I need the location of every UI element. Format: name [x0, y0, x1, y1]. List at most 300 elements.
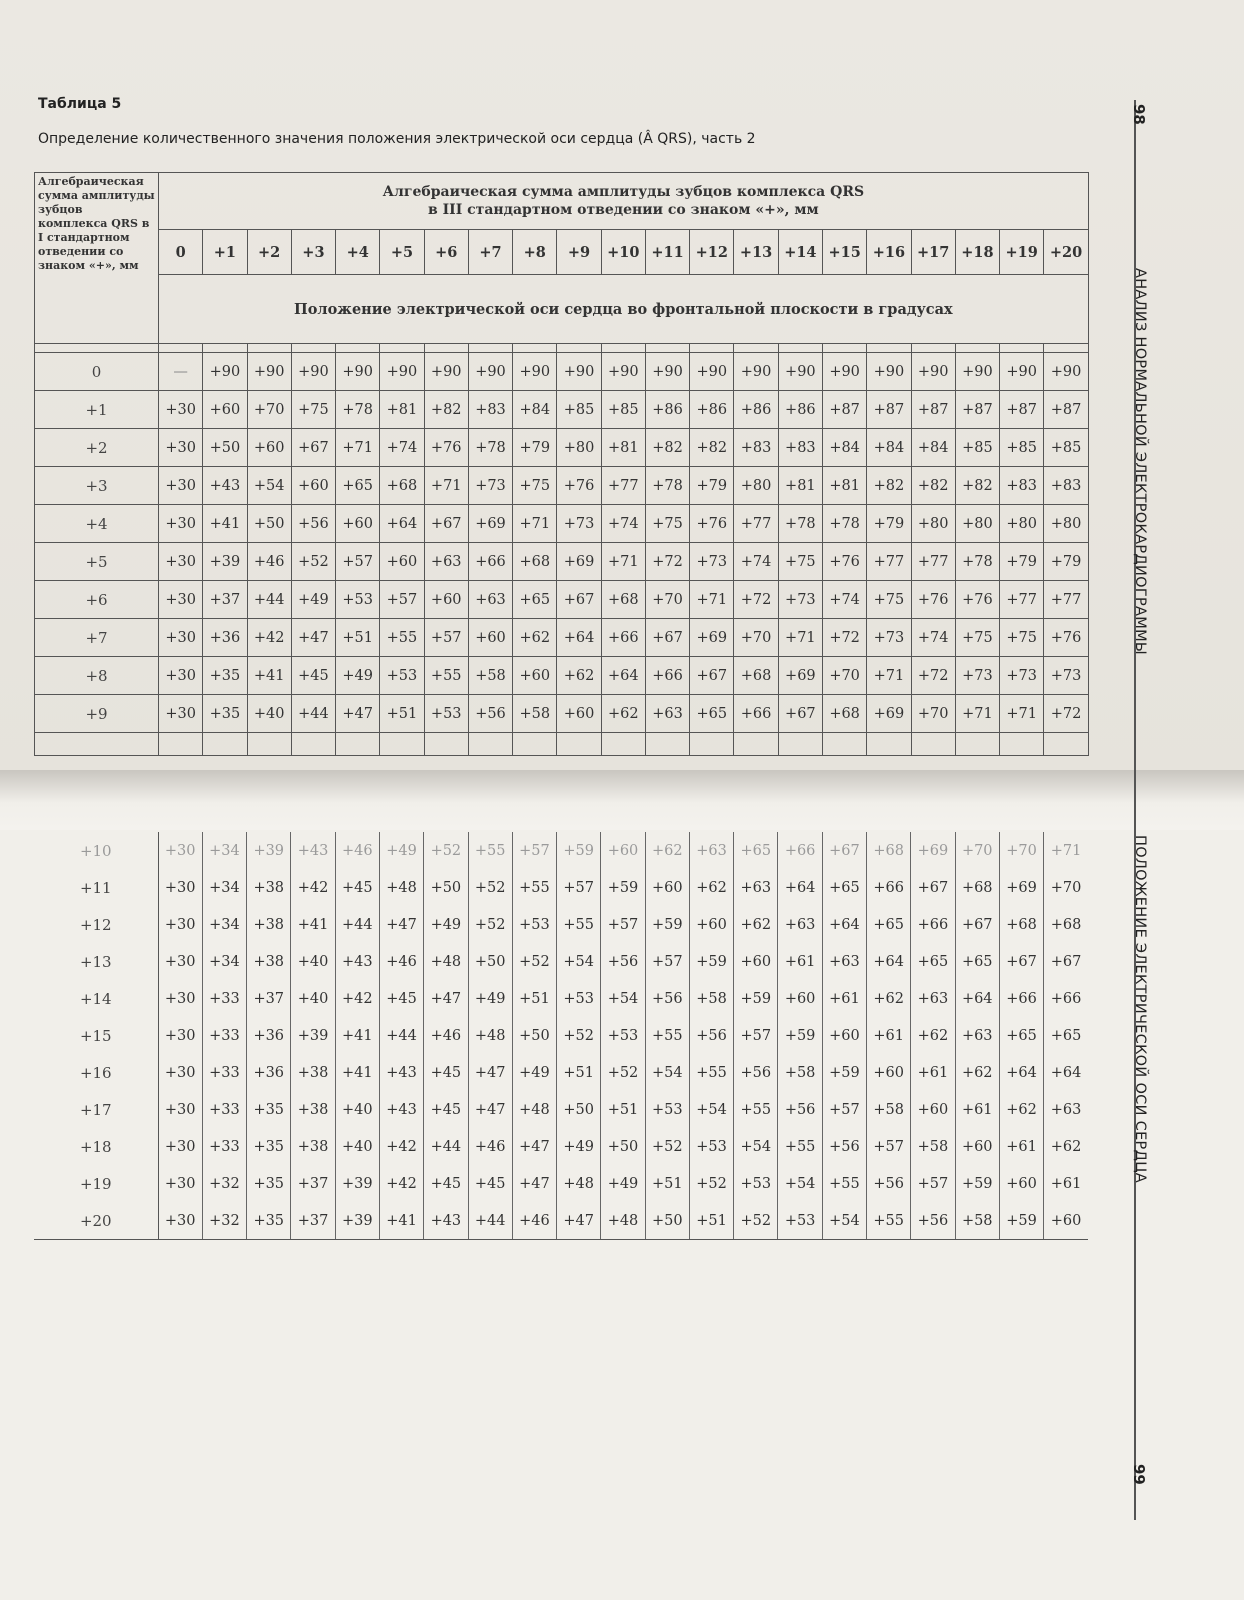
table-cell: +54: [601, 980, 645, 1017]
table-cell: +82: [424, 391, 468, 429]
table-cell: +57: [911, 1165, 955, 1202]
table-cell: +83: [1044, 467, 1088, 505]
table-cell: +36: [247, 1054, 291, 1091]
table-cell: +68: [601, 581, 645, 619]
table-cell: +68: [822, 695, 866, 733]
table-cell: +90: [247, 353, 291, 391]
table-cell: +73: [468, 467, 512, 505]
table-cell: +90: [690, 353, 734, 391]
tail-cell: [247, 733, 291, 756]
table-cell: +54: [689, 1091, 733, 1128]
table-cell: +66: [911, 906, 955, 943]
table-cell: +44: [468, 1202, 512, 1240]
table-cell: +64: [867, 943, 911, 980]
spacer-cell: [336, 344, 380, 353]
table-cell: +65: [867, 906, 911, 943]
table-cell: +44: [424, 1128, 468, 1165]
table-cell: +90: [336, 353, 380, 391]
tail-row: [35, 733, 1089, 756]
table-row: [35, 695, 1089, 733]
table-cell: +74: [911, 619, 955, 657]
tail-cell: [424, 733, 468, 756]
spacer-cell: [911, 344, 955, 353]
table-cell: +75: [778, 543, 822, 581]
tail-cell: [35, 733, 159, 756]
table-cell: +30: [158, 1017, 202, 1054]
table-cell: +77: [1044, 581, 1088, 619]
table-cell: +52: [734, 1202, 778, 1240]
table-cell: +68: [867, 832, 911, 869]
table-caption-title: Таблица 5: [38, 96, 122, 112]
spacer-cell: [247, 344, 291, 353]
tail-cell: [645, 733, 689, 756]
table-row: [35, 505, 1089, 543]
table-cell: +87: [911, 391, 955, 429]
table-cell: +47: [557, 1202, 601, 1240]
table-cell: +90: [380, 353, 424, 391]
table-cell: +62: [689, 869, 733, 906]
table-cell: +86: [690, 391, 734, 429]
table-row: [35, 581, 1089, 619]
spacer-cell: [734, 344, 778, 353]
column-value-header: +1: [203, 230, 247, 275]
table-cell: +56: [601, 943, 645, 980]
table-cell: +58: [689, 980, 733, 1017]
tail-cell: [1044, 733, 1088, 756]
table-cell: +51: [645, 1165, 689, 1202]
tail-cell: [203, 733, 247, 756]
table-cell: +67: [645, 619, 689, 657]
tail-cell: [734, 733, 778, 756]
table-cell: +68: [513, 543, 557, 581]
column-value-header: +10: [601, 230, 645, 275]
table-cell: +73: [955, 657, 999, 695]
table-cell: +59: [601, 869, 645, 906]
table-row: [35, 619, 1089, 657]
table-cell: +51: [601, 1091, 645, 1128]
table-cell: +49: [601, 1165, 645, 1202]
table-cell: +41: [335, 1017, 379, 1054]
spacer-cell: [778, 344, 822, 353]
table-cell: +65: [690, 695, 734, 733]
table-cell: +76: [557, 467, 601, 505]
table-cell: +76: [955, 581, 999, 619]
table-cell: +49: [379, 832, 423, 869]
table-cell: +30: [159, 505, 203, 543]
table-cell: +77: [867, 543, 911, 581]
table-cell: +61: [911, 1054, 955, 1091]
table-cell: +80: [557, 429, 601, 467]
column-group-header-line1: Алгебраическая сумма амплитуды зубцов комплекса QRS: [382, 184, 865, 200]
table-cell: +75: [291, 391, 335, 429]
table-cell: +48: [512, 1091, 556, 1128]
table-cell: +64: [955, 980, 999, 1017]
table-cell: +57: [822, 1091, 866, 1128]
table-cell: +78: [336, 391, 380, 429]
table-cell: +38: [291, 1054, 335, 1091]
table-cell: +70: [822, 657, 866, 695]
table-cell: +78: [778, 505, 822, 543]
table-cell: +70: [247, 391, 291, 429]
table-cell: +57: [380, 581, 424, 619]
table-cell: +60: [203, 391, 247, 429]
table-cell: +35: [247, 1165, 291, 1202]
table-cell: +84: [867, 429, 911, 467]
table-cell: +49: [557, 1128, 601, 1165]
table-cell: +55: [424, 657, 468, 695]
tail-cell: [557, 733, 601, 756]
row-label: 0: [35, 353, 159, 391]
table-cell: +68: [1044, 906, 1088, 943]
column-value-header: +7: [468, 230, 512, 275]
column-value-header: +19: [1000, 230, 1044, 275]
column-value-header: +6: [424, 230, 468, 275]
spacer-cell: [35, 344, 159, 353]
column-value-header: +4: [336, 230, 380, 275]
table-cell: +83: [778, 429, 822, 467]
table-cell: +38: [291, 1128, 335, 1165]
table-cell: +49: [424, 906, 468, 943]
table-cell: +52: [557, 1017, 601, 1054]
table-cell: +30: [158, 1202, 202, 1240]
column-value-header: 0: [159, 230, 203, 275]
table-cell: +59: [778, 1017, 822, 1054]
table-cell: +60: [336, 505, 380, 543]
table-cell: +47: [379, 906, 423, 943]
table-row: [34, 1165, 1088, 1202]
table-cell: +33: [202, 1054, 246, 1091]
table-cell: +79: [867, 505, 911, 543]
table-cell: +83: [1000, 467, 1044, 505]
table-cell: +69: [867, 695, 911, 733]
table-cell: +62: [557, 657, 601, 695]
table-cell: +47: [468, 1091, 512, 1128]
table-cell: +70: [999, 832, 1043, 869]
table-cell: +77: [911, 543, 955, 581]
table-cell: +68: [380, 467, 424, 505]
table-cell: +47: [512, 1165, 556, 1202]
table-cell: +65: [999, 1017, 1043, 1054]
row-label: +9: [35, 695, 159, 733]
table-cell: +61: [867, 1017, 911, 1054]
table-cell: +90: [513, 353, 557, 391]
table-cell: +40: [247, 695, 291, 733]
table-cell: +63: [424, 543, 468, 581]
table-cell: +84: [822, 429, 866, 467]
table-cell: +35: [203, 657, 247, 695]
tail-cell: [468, 733, 512, 756]
table-cell: +82: [867, 467, 911, 505]
table-cell: +62: [513, 619, 557, 657]
table-cell: +63: [1044, 1091, 1088, 1128]
column-value-header: +17: [911, 230, 955, 275]
table-cell: +75: [1000, 619, 1044, 657]
table-cell: +80: [734, 467, 778, 505]
table-cell: +63: [955, 1017, 999, 1054]
table-cell: +90: [557, 353, 601, 391]
page-number-top: 98: [1130, 104, 1148, 125]
table-cell: +55: [380, 619, 424, 657]
table-cell: +60: [822, 1017, 866, 1054]
row-label: +20: [34, 1202, 158, 1240]
column-value-header: +15: [822, 230, 866, 275]
table-cell: +64: [999, 1054, 1043, 1091]
table-cell: +37: [291, 1202, 335, 1240]
table-cell: +47: [291, 619, 335, 657]
table-cell: +30: [159, 429, 203, 467]
row-label: +19: [34, 1165, 158, 1202]
table-cell: +53: [380, 657, 424, 695]
spacer-cell: [822, 344, 866, 353]
table-cell: +70: [955, 832, 999, 869]
table-cell: +58: [778, 1054, 822, 1091]
table-cell: +65: [911, 943, 955, 980]
tail-cell: [601, 733, 645, 756]
table-cell: +45: [379, 980, 423, 1017]
table-cell: +66: [778, 832, 822, 869]
table-cell: +75: [645, 505, 689, 543]
table-cell: +65: [734, 832, 778, 869]
table-cell: +52: [468, 869, 512, 906]
table-cell: +68: [999, 906, 1043, 943]
table-cell: +38: [291, 1091, 335, 1128]
column-value-header: +11: [645, 230, 689, 275]
column-value-header: +2: [247, 230, 291, 275]
table-cell: +64: [380, 505, 424, 543]
table-cell: +67: [291, 429, 335, 467]
table-cell: +78: [468, 429, 512, 467]
table-cell: +33: [202, 1091, 246, 1128]
table-cell: +44: [291, 695, 335, 733]
table-cell: +62: [645, 832, 689, 869]
table-cell: +58: [468, 657, 512, 695]
table-cell: +43: [379, 1054, 423, 1091]
table-cell: +60: [291, 467, 335, 505]
table-caption-subtitle: Определение количественного значения положения электрической оси сердца (Â QRS), часть 2: [38, 131, 756, 147]
table-row: [35, 467, 1089, 505]
table-cell: +80: [1044, 505, 1088, 543]
table-cell: +82: [645, 429, 689, 467]
row-label: +18: [34, 1128, 158, 1165]
table-cell: +39: [203, 543, 247, 581]
table-cell: +62: [999, 1091, 1043, 1128]
table-cell: +72: [911, 657, 955, 695]
table-cell: +43: [335, 943, 379, 980]
table-cell: +87: [955, 391, 999, 429]
table-cell: +41: [335, 1054, 379, 1091]
table-cell: +35: [203, 695, 247, 733]
table-cell: +61: [778, 943, 822, 980]
tail-cell: [291, 733, 335, 756]
table-cell: +50: [601, 1128, 645, 1165]
table-cell: +56: [689, 1017, 733, 1054]
table-cell: +30: [158, 1165, 202, 1202]
table-cell: +54: [645, 1054, 689, 1091]
table-cell: +52: [291, 543, 335, 581]
spacer-cell: [1044, 344, 1088, 353]
table-cell: +90: [734, 353, 778, 391]
column-value-header: +14: [778, 230, 822, 275]
table-cell: +51: [689, 1202, 733, 1240]
page-number-bottom: 99: [1130, 1464, 1148, 1485]
table-row: [34, 1128, 1088, 1165]
table-cell: +72: [734, 581, 778, 619]
table-cell: +53: [424, 695, 468, 733]
table-cell: +49: [336, 657, 380, 695]
table-cell: +73: [778, 581, 822, 619]
table-row: [35, 657, 1089, 695]
table-cell: +59: [557, 832, 601, 869]
table-cell: +85: [601, 391, 645, 429]
table-cell: +30: [158, 943, 202, 980]
table-cell: +62: [734, 906, 778, 943]
table-cell: +62: [911, 1017, 955, 1054]
column-value-header: +20: [1044, 230, 1088, 275]
row-label: +15: [34, 1017, 158, 1054]
spacer-row: [35, 344, 1089, 353]
table-cell: +56: [911, 1202, 955, 1240]
tail-cell: [513, 733, 557, 756]
table-cell: +39: [335, 1165, 379, 1202]
table-cell: +39: [335, 1202, 379, 1240]
table-cell: +59: [999, 1202, 1043, 1240]
table-row: [34, 906, 1088, 943]
table-body-bottom: [34, 832, 1088, 1240]
table-cell: +46: [379, 943, 423, 980]
row-label: +14: [34, 980, 158, 1017]
table-cell: +40: [335, 1091, 379, 1128]
table-cell: +51: [380, 695, 424, 733]
table-row: [35, 543, 1089, 581]
table-cell: +53: [557, 980, 601, 1017]
table-cell: +60: [999, 1165, 1043, 1202]
table-cell: +90: [468, 353, 512, 391]
table-cell: +76: [911, 581, 955, 619]
table-cell: +67: [778, 695, 822, 733]
table-cell: +83: [734, 429, 778, 467]
table-cell: +52: [468, 906, 512, 943]
table-cell: +85: [1044, 429, 1088, 467]
table-cell: +61: [999, 1128, 1043, 1165]
column-group-header: [159, 173, 1089, 230]
table-cell: +53: [512, 906, 556, 943]
table-cell: +64: [778, 869, 822, 906]
table-cell: +86: [645, 391, 689, 429]
table-cell: +66: [999, 980, 1043, 1017]
table-row: [35, 391, 1089, 429]
table-cell: +80: [911, 505, 955, 543]
table-cell: +65: [1044, 1017, 1088, 1054]
table-cell: +59: [822, 1054, 866, 1091]
table-cell: +75: [513, 467, 557, 505]
table-cell: +66: [601, 619, 645, 657]
table-cell: +90: [1044, 353, 1088, 391]
table-cell: +90: [291, 353, 335, 391]
table-cell: +48: [424, 943, 468, 980]
table-cell: +34: [202, 869, 246, 906]
table-cell: +69: [778, 657, 822, 695]
table-cell: +63: [468, 581, 512, 619]
table-cell: +85: [557, 391, 601, 429]
table-cell: +67: [424, 505, 468, 543]
table-cell: +76: [690, 505, 734, 543]
table-cell: +55: [468, 832, 512, 869]
spacer-cell: [690, 344, 734, 353]
table-cell: +60: [424, 581, 468, 619]
table-cell: +76: [1044, 619, 1088, 657]
table-cell: +56: [291, 505, 335, 543]
table-cell: +82: [911, 467, 955, 505]
column-group-header-line2: в III стандартном отведении со знаком «+», мм: [428, 202, 819, 218]
spacer-cell: [1000, 344, 1044, 353]
table-cell: +63: [778, 906, 822, 943]
table-cell: +73: [557, 505, 601, 543]
table-cell: +71: [867, 657, 911, 695]
spacer-cell: [955, 344, 999, 353]
table-cell: +82: [690, 429, 734, 467]
table-cell: +30: [159, 391, 203, 429]
column-value-header: +3: [291, 230, 335, 275]
table-cell: +66: [867, 869, 911, 906]
table-cell: +38: [247, 906, 291, 943]
table-cell: +68: [955, 869, 999, 906]
table-cell: +49: [512, 1054, 556, 1091]
table-cell: +66: [645, 657, 689, 695]
table-cell: +81: [601, 429, 645, 467]
table-cell: +36: [203, 619, 247, 657]
table-cell: +73: [1000, 657, 1044, 695]
table-cell: +34: [202, 943, 246, 980]
tail-cell: [1000, 733, 1044, 756]
table-cell: +54: [822, 1202, 866, 1240]
spacer-cell: [601, 344, 645, 353]
row-label: +12: [34, 906, 158, 943]
table-cell: +78: [822, 505, 866, 543]
table-cell: +49: [468, 980, 512, 1017]
table-cell: +54: [778, 1165, 822, 1202]
table-cell: +74: [601, 505, 645, 543]
table-cell: +51: [557, 1054, 601, 1091]
table-cell: +79: [1000, 543, 1044, 581]
spacer-cell: [513, 344, 557, 353]
table-cell: +60: [911, 1091, 955, 1128]
table-cell: +84: [911, 429, 955, 467]
table-cell: +42: [335, 980, 379, 1017]
table-cell: +61: [822, 980, 866, 1017]
table-cell: +51: [336, 619, 380, 657]
table-cell: +42: [379, 1128, 423, 1165]
table-cell: +62: [1044, 1128, 1088, 1165]
table-cell: +70: [911, 695, 955, 733]
table-cell: +30: [158, 1091, 202, 1128]
table-cell: +57: [424, 619, 468, 657]
table-cell: +81: [380, 391, 424, 429]
row-label: +2: [35, 429, 159, 467]
table-cell: +30: [159, 695, 203, 733]
table-cell: +40: [291, 980, 335, 1017]
table-cell: +46: [335, 832, 379, 869]
table-cell: +59: [645, 906, 689, 943]
table-cell: +77: [734, 505, 778, 543]
table-cell: +69: [468, 505, 512, 543]
table-cell: +90: [203, 353, 247, 391]
table-cell: +57: [867, 1128, 911, 1165]
table-cell: +30: [158, 1054, 202, 1091]
table-cell: +79: [1044, 543, 1088, 581]
row-label: +10: [34, 832, 158, 869]
spacer-cell: [291, 344, 335, 353]
table-cell: +69: [911, 832, 955, 869]
